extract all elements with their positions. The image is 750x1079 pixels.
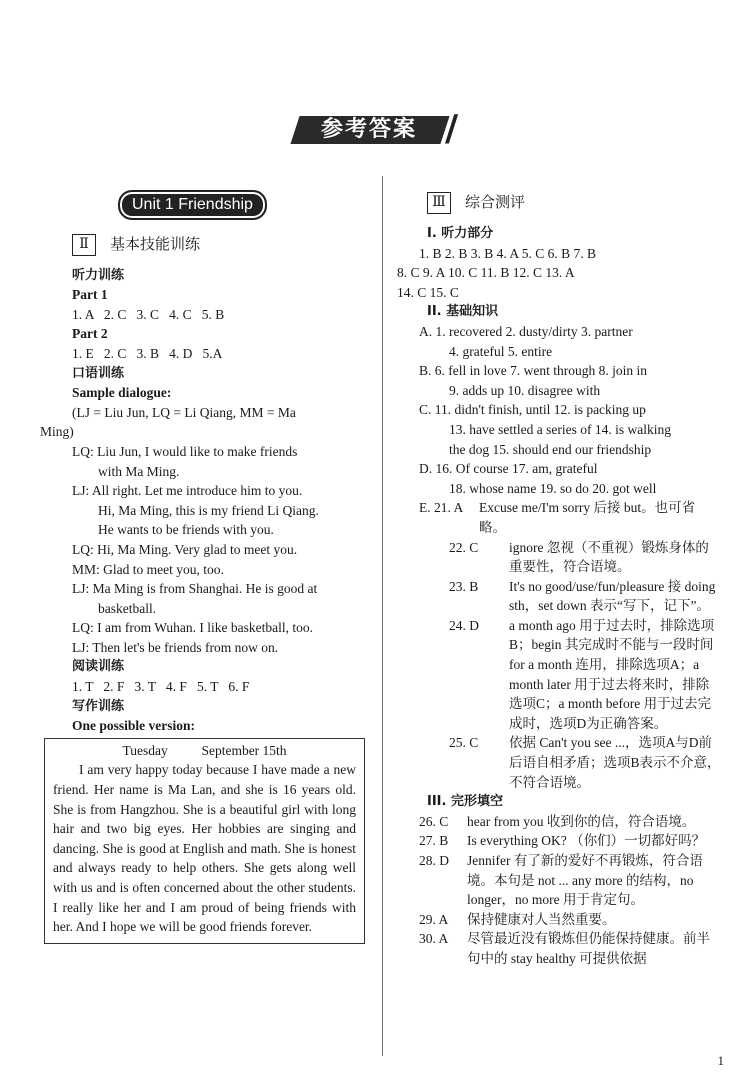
heading-cloze: III. 完形填空 [427,794,503,810]
sample-dialogue-label: Sample dialogue: [72,385,172,401]
reading-answers: 1. T 2. F 3. T 4. F 5. T 6. F [72,679,250,695]
cloze-item: 29. A 保持健康对人当然重要。 [419,911,616,927]
cloze-item: 30. A 尽管最近没有锻炼但仍能保持健康。前半句中的 stay healthy 可提供依据 [419,931,710,966]
dialogue-line: MM: Glad to meet you, too. [72,561,224,577]
cloze-item: 27. B Is everything OK? （你们）一切都好吗？ [419,833,706,849]
section-label: 综合测评 [465,193,526,212]
page-title: 参考答案 [321,117,418,142]
heading-reading: 阅读训练 [72,659,125,675]
section-number: Ⅲ [427,192,451,214]
basics-line: the dog 15. should end our friendship [449,441,652,457]
heading-speaking: 口语训练 [72,365,125,381]
answer-item: 24. D a month ago 用于过去时，排除选项B；begin 其完成时不能与一段时间 for a month 连用，排除选项A；a month later 用于过去将来时，排除选项C；a month before 用于过去完成时，选项D为正确答案。 [449,617,715,731]
cloze-item: 28. D Jennifer 有了新的爱好不再锻炼，符合语境。本句是 not ... any more 的结构，no longer，no more 用于肯定句。 [419,853,703,908]
basics-line: 4. grateful 5. entire [449,343,553,359]
part1-label: Part 1 [72,287,108,303]
possible-version-label: One possible version: [72,718,196,734]
dialogue-line: LJ: All right. Let me introduce him to you. [72,483,303,499]
dialogue-line: with Ma Ming. [98,463,180,479]
page-number: 1 [717,1053,724,1068]
section-number: Ⅱ [72,234,96,256]
dialogue-line: LJ: Then let's be friends from now on. [72,639,279,655]
part1-answers: 1. A 2. C 3. C 4. C 5. B [72,306,225,322]
basics-line: B. 6. fell in love 7. went through 8. join in [419,363,647,379]
dialogue-line: LQ: I am from Wuhan. I like basketball, too. [72,620,314,636]
unit-title: Unit 1 Friendship [118,190,267,220]
dialogue-line: LQ: Liu Jun, I would like to make friends [72,443,298,459]
section-label: 基本技能训练 [110,234,201,253]
heading-listening: 听力训练 [72,267,125,283]
dialogue-line: (LJ = Liu Jun, LQ = Li Qiang, MM = Ma [72,404,296,420]
left-column [40,190,365,944]
cloze-item: 26. C hear from you 收到你的信，符合语境。 [419,813,696,829]
heading-basics: II. 基础知识 [427,304,499,320]
dialogue-line: Ming) [40,424,74,440]
dialogue-line: He wants to be friends with you. [98,522,274,538]
essay-body: I am very happy today because I have made a new friend. Her name is Ma Lan, and she is 16 years old. She is from Hangzhou. She is a beautiful girl with long hair and two big eyes. Her hobbies are singing and dancing. She is good at English and math. She is honest and always ready to help others. She gets along well with us and is often concerned about the other students. I really like her and I am proud of being friends with her. And I hope we will be good friends forever. [53,762,356,935]
basics-line: C. 11. didn't finish, until 12. is packing up [419,402,646,418]
heading-listening-part: I. 听力部分 [427,226,494,241]
part2-label: Part 2 [72,326,108,342]
dialogue-line: LJ: Ma Ming is from Shanghai. He is good at [72,581,318,597]
dialogue-line: basketball. [98,600,157,616]
column-divider [382,176,383,1056]
listening-answers-line: 8. C 9. A 10. C 11. B 12. C 13. A [397,265,575,281]
title-slash-decoration: / [445,108,459,149]
listening-answers-line: 14. C 15. C [397,284,459,300]
basics-line: A. 1. recovered 2. dusty/dirty 3. partner [419,323,633,339]
answer-item: 23. B It's no good/use/fun/pleasure 接 doing sth，set down 表示“写下，记下”。 [449,578,716,614]
sample-essay-box [44,738,365,944]
section-header-test [427,192,722,214]
section-header-skills [72,234,365,256]
answer-item: 22. C ignore 忽视（不重视）锻炼身体的重要性，符合语境。 [449,539,709,575]
right-column [397,178,722,969]
basics-line: D. 16. Of course 17. am, grateful [419,461,598,477]
basics-line: 13. have settled a series of 14. is walking [449,421,671,437]
essay-date: Tuesday September 15th [122,742,287,758]
answer-item: E. 21. A Excuse me/I'm sorry 后接 but。也可省略。 [419,500,696,535]
dialogue-line: LQ: Hi, Ma Ming. Very glad to meet you. [72,541,298,557]
dialogue-line: Hi, Ma Ming, this is my friend Li Qiang. [98,502,319,518]
listening-answers-line: 1. B 2. B 3. B 4. A 5. C 6. B 7. B [419,245,597,261]
answer-key-title [295,106,465,152]
part2-answers: 1. E 2. C 3. B 4. D 5.A [72,345,223,361]
basics-line: 9. adds up 10. disagree with [449,382,601,398]
basics-line: 18. whose name 19. so do 20. got well [449,480,657,496]
answer-item: 25. C 依据 Can't you see ...，选项A与D前后语自相矛盾；选项B表示不介意，不符合语境。 [449,735,721,790]
heading-writing: 写作训练 [72,698,125,714]
